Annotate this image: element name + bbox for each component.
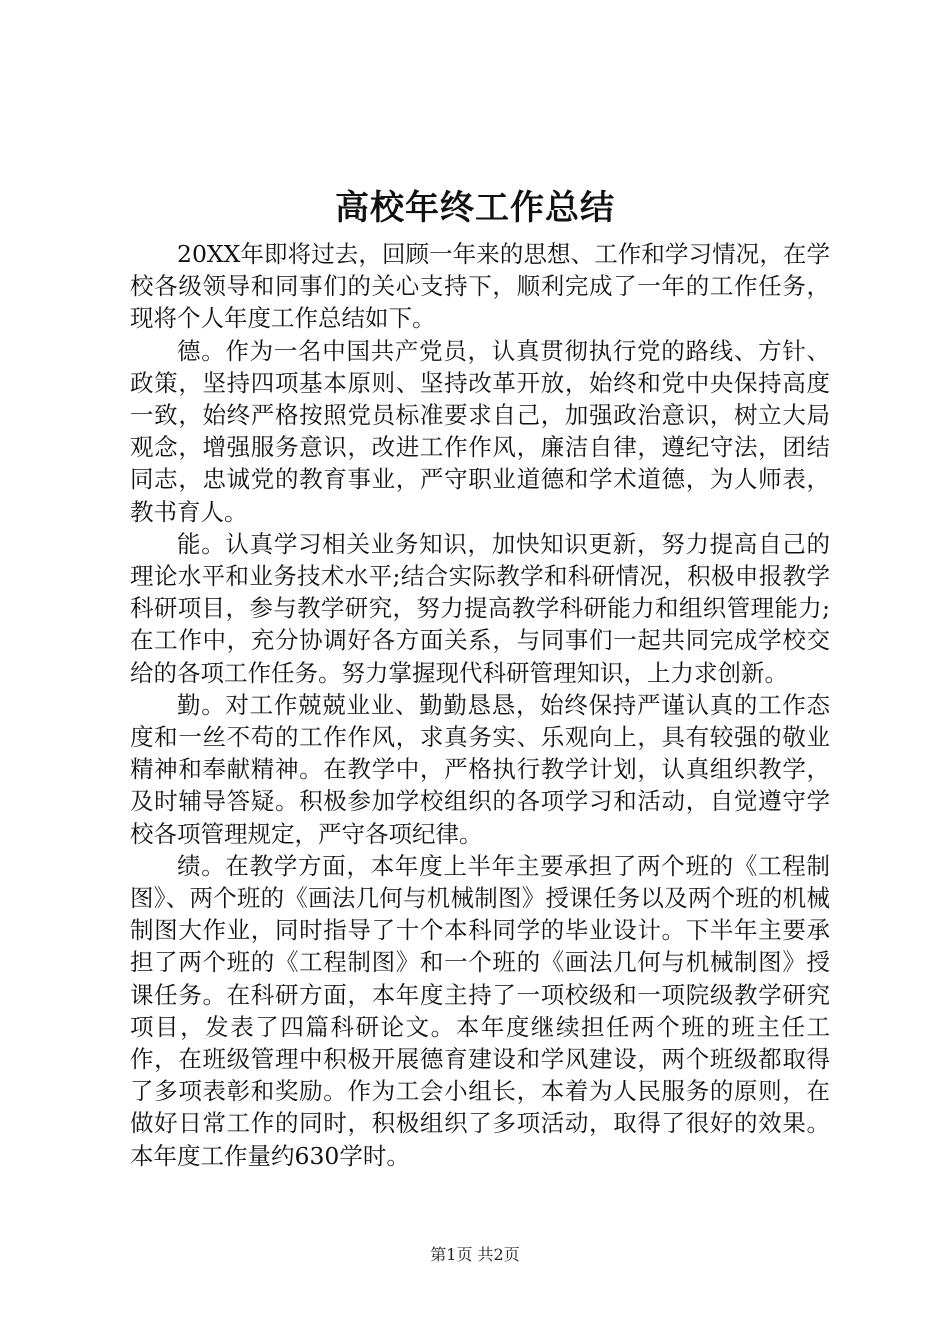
page-footer: 第1页 共2页 <box>430 1245 520 1264</box>
paragraph-ability: 能。认真学习相关业务知识，加快知识更新，努力提高自己的理论水平和业务技术水平;结合实际教学和科研情况，积极申报教学科研项目，参与教学研究，努力提高教学科研能力和组织管理能力;在工作中，充分协调好各方面关系，与同事们一起共同完成学校交给的各项工作任务。努力掌握现代科研管理知识，上力求创新。 <box>130 529 830 687</box>
paragraph-diligence: 勤。对工作兢兢业业、勤勤恳恳，始终保持严谨认真的工作态度和一丝不苟的工作作风，求真务实、乐观向上，具有较强的敬业精神和奉献精神。在教学中，严格执行教学计划，认真组织教学，及时辅导答疑。积极参加学校组织的各项学习和活动，自觉遵守学校各项管理规定，严守各项纪律。 <box>130 690 830 848</box>
document-title: 高校年终工作总结 <box>335 188 615 228</box>
paragraph-achievement: 绩。在教学方面，本年度上半年主要承担了两个班的《工程制图》、两个班的《画法几何与机械制图》授课任务以及两个班的机械制图大作业，同时指导了十个本科同学的毕业设计。下半年主要承担了两个班的《工程制图》和一个班的《画法几何与机械制图》授课任务。在科研方面，本年度主持了一项校级和一项院级教学研究项目，发表了四篇科研论文。本年度继续担任两个班的班主任工作，在班级管理中积极开展德育建设和学风建设，两个班级都取得了多项表彰和奖励。作为工会小组长，本着为人民服务的原则，在做好日常工作的同时，积极组织了多项活动，取得了很好的效果。本年度工作量约630学时。 <box>130 851 830 1170</box>
paragraph-morality: 德。作为一名中国共产党员，认真贯彻执行党的路线、方针、政策，坚持四项基本原则、坚持改革开放，始终和党中央保持高度一致，始终严格按照党员标准要求自己，加强政治意识，树立大局观念，增强服务意识，改进工作作风，廉洁自律，遵纪守法，团结同志，忠诚党的教育事业，严守职业道德和学术道德，为人师表，教书育人。 <box>130 336 830 526</box>
document-body <box>130 238 830 1172</box>
paragraph-intro: 20XX年即将过去，回顾一年来的思想、工作和学习情况，在学校各级领导和同事们的关心支持下，顺利完成了一年的工作任务，现将个人年度工作总结如下。 <box>130 240 830 333</box>
